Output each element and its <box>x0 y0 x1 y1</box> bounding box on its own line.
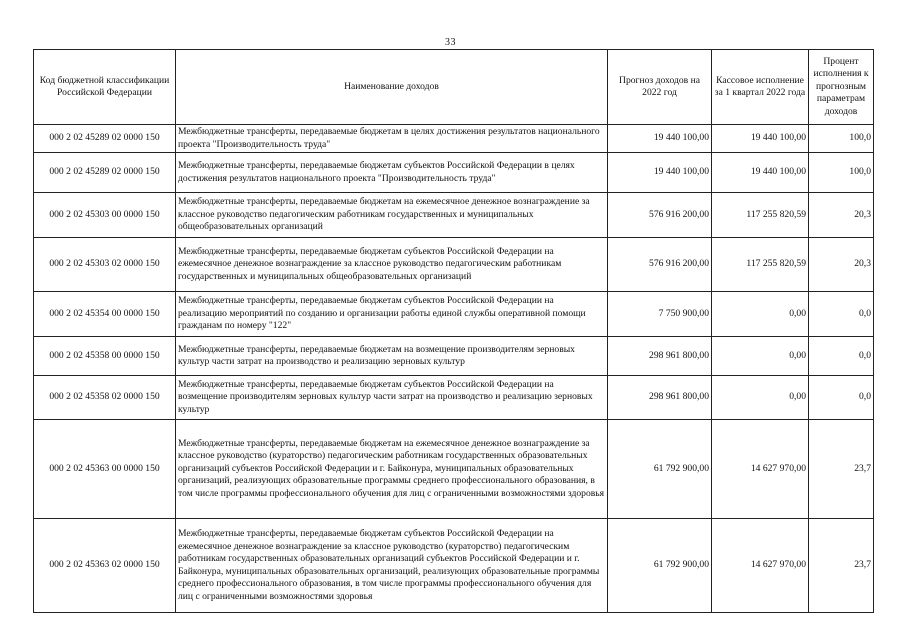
table-row <box>34 337 874 376</box>
row-code: 000 2 02 45289 02 0000 150 <box>34 125 176 153</box>
row-forecast: 61 792 900,00 <box>608 519 712 613</box>
row-code: 000 2 02 45289 02 0000 150 <box>34 153 176 193</box>
header-row <box>34 50 874 125</box>
row-name: Межбюджетные трансферты, передаваемые бюджетам субъектов Российской Федерации на ежемесячное денежное вознаграждение за классное руководство педагогическим работникам государственных и муниципальных общеобразовательных организаций <box>176 238 608 292</box>
row-cash: 19 440 100,00 <box>712 125 809 153</box>
row-percent: 20,3 <box>809 238 874 292</box>
row-cash: 0,00 <box>712 376 809 420</box>
row-name: Межбюджетные трансферты, передаваемые бюджетам на возмещение производителям зерновых культур части затрат на производство и реализацию зерновых культур <box>176 337 608 376</box>
header-percent: Процент исполнения к прогнозным параметрам доходов <box>809 50 874 125</box>
row-forecast: 576 916 200,00 <box>608 193 712 238</box>
row-percent: 100,0 <box>809 125 874 153</box>
row-code: 000 2 02 45303 00 0000 150 <box>34 193 176 238</box>
row-forecast: 7 750 900,00 <box>608 292 712 337</box>
row-forecast: 19 440 100,00 <box>608 125 712 153</box>
row-cash: 14 627 970,00 <box>712 519 809 613</box>
row-name: Межбюджетные трансферты, передаваемые бюджетам субъектов Российской Федерации на ежемесячное денежное вознаграждение за классное руководство (кураторство) педагогическим работникам государственных образовательных организаций субъектов Российской Федерации и г. Байконура, муниципальных образовательных организаций, реализующих образовательные программы среднего профессионального образования, в том числе программы профессионального обучения для лиц с ограниченными возможностями здоровья <box>176 519 608 613</box>
table-row <box>34 125 874 153</box>
table-row <box>34 292 874 337</box>
row-forecast: 19 440 100,00 <box>608 153 712 193</box>
row-name: Межбюджетные трансферты, передаваемые бюджетам на ежемесячное денежное вознаграждение за классное руководство (кураторство) педагогическим работникам государственных образовательных организаций субъектов Российской Федерации и г. Байконура, муниципальных образовательных организаций, реализующих образовательные программы среднего профессионального образования, в том числе программы профессионального обучения для лиц с ограниченными возможностями здоровья <box>176 420 608 519</box>
row-code: 000 2 02 45363 02 0000 150 <box>34 519 176 613</box>
row-percent: 0,0 <box>809 292 874 337</box>
table-row <box>34 519 874 613</box>
table-row <box>34 420 874 519</box>
row-percent: 20,3 <box>809 193 874 238</box>
row-cash: 19 440 100,00 <box>712 153 809 193</box>
page-number: 33 <box>445 37 456 48</box>
header-cash: Кассовое исполнение за 1 квартал 2022 года <box>712 50 809 125</box>
row-percent: 100,0 <box>809 153 874 193</box>
row-name: Межбюджетные трансферты, передаваемые бюджетам субъектов Российской Федерации на реализацию мероприятий по созданию и организации работы единой службы оперативной помощи гражданам по номеру "122" <box>176 292 608 337</box>
table-row <box>34 238 874 292</box>
row-forecast: 576 916 200,00 <box>608 238 712 292</box>
revenue-table <box>33 49 874 613</box>
row-cash: 117 255 820,59 <box>712 193 809 238</box>
row-forecast: 298 961 800,00 <box>608 337 712 376</box>
table-row <box>34 193 874 238</box>
row-name: Межбюджетные трансферты, передаваемые бюджетам в целях достижения результатов национального проекта "Производительность труда" <box>176 125 608 153</box>
row-name: Межбюджетные трансферты, передаваемые бюджетам субъектов Российской Федерации на возмещение производителям зерновых культур части затрат на производство и реализацию зерновых культур <box>176 376 608 420</box>
row-percent: 0,0 <box>809 376 874 420</box>
table-row <box>34 376 874 420</box>
header-code: Код бюджетной классификации Российской Федерации <box>34 50 176 125</box>
row-code: 000 2 02 45363 00 0000 150 <box>34 420 176 519</box>
row-cash: 117 255 820,59 <box>712 238 809 292</box>
row-cash: 0,00 <box>712 292 809 337</box>
row-code: 000 2 02 45358 02 0000 150 <box>34 376 176 420</box>
row-code: 000 2 02 45303 02 0000 150 <box>34 238 176 292</box>
row-percent: 0,0 <box>809 337 874 376</box>
row-percent: 23,7 <box>809 519 874 613</box>
row-code: 000 2 02 45358 00 0000 150 <box>34 337 176 376</box>
row-forecast: 61 792 900,00 <box>608 420 712 519</box>
row-cash: 14 627 970,00 <box>712 420 809 519</box>
row-name: Межбюджетные трансферты, передаваемые бюджетам субъектов Российской Федерации в целях достижения результатов национального проекта "Производительность труда" <box>176 153 608 193</box>
row-cash: 0,00 <box>712 337 809 376</box>
row-percent: 23,7 <box>809 420 874 519</box>
row-forecast: 298 961 800,00 <box>608 376 712 420</box>
header-name: Наименование доходов <box>176 50 608 125</box>
table-row <box>34 153 874 193</box>
header-forecast: Прогноз доходов на 2022 год <box>608 50 712 125</box>
row-code: 000 2 02 45354 00 0000 150 <box>34 292 176 337</box>
row-name: Межбюджетные трансферты, передаваемые бюджетам на ежемесячное денежное вознаграждение за классное руководство педагогическим работникам государственных и муниципальных общеобразовательных организаций <box>176 193 608 238</box>
